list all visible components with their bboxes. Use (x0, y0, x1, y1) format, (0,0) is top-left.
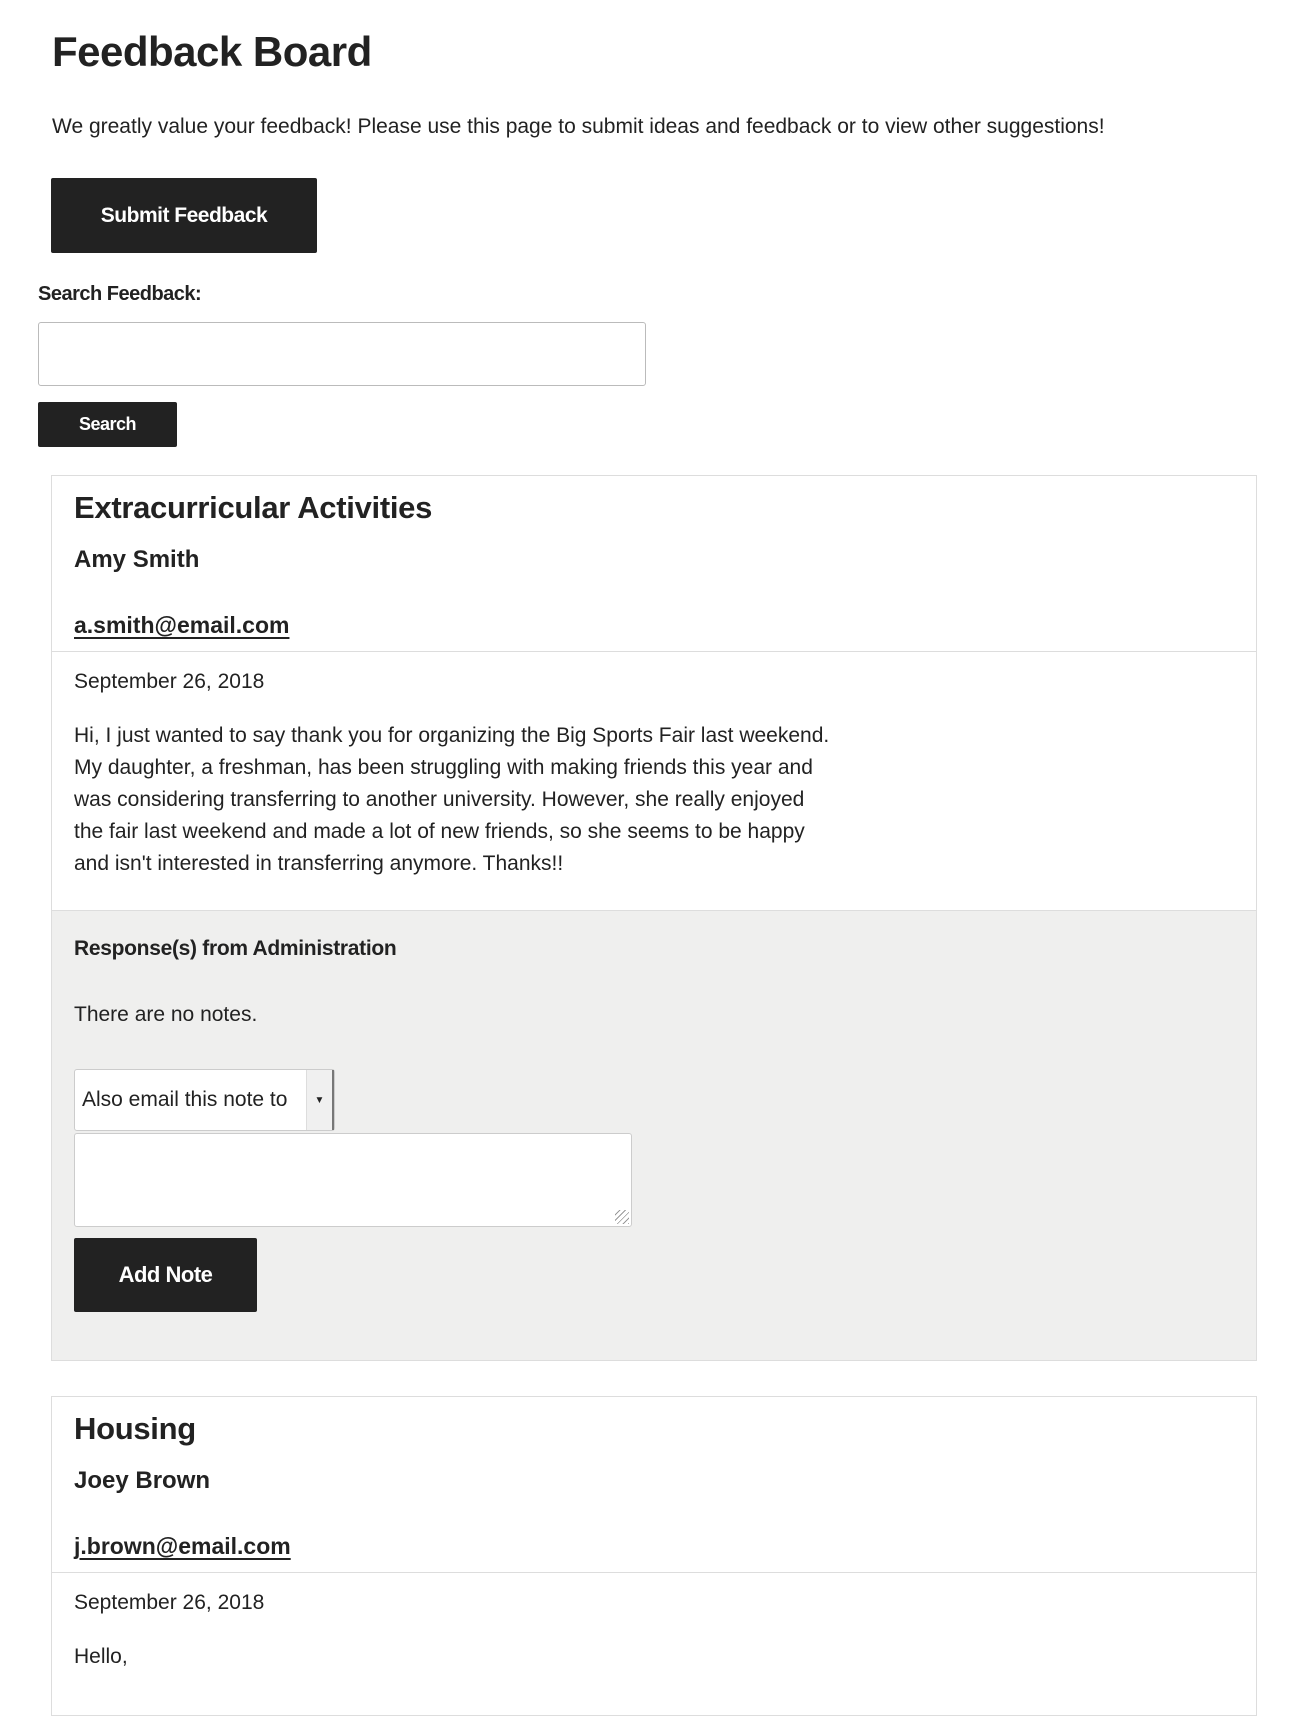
page-intro: We greatly value your feedback! Please use this page to submit ideas and feedback or to view other suggestions! (52, 115, 1105, 138)
note-textarea[interactable] (74, 1133, 632, 1227)
admin-responses (52, 910, 1256, 1360)
feedback-message: Hello, (74, 1645, 128, 1668)
add-note-button[interactable]: Add Note (74, 1238, 257, 1312)
feedback-card (51, 475, 1257, 1361)
feedback-date: September 26, 2018 (74, 670, 265, 693)
feedback-message: Hi, I just wanted to say thank you for organizing the Big Sports Fair last weekend. My daughter, a freshman, has been struggling with making friends this year and was considering transferring to another university. However, she really enjoyed the fair last weekend and made a lot of new friends, so she seems to be happy and isn't interested in transferring anymore. Thanks!! (74, 724, 830, 875)
email-note-select-value: Also email this note to (82, 1088, 288, 1111)
search-label: Search Feedback: (38, 283, 202, 305)
feedback-date: September 26, 2018 (74, 1591, 265, 1614)
author-email-link[interactable]: j.brown@email.com (74, 1533, 291, 1559)
resize-handle-icon[interactable] (615, 1210, 629, 1224)
chevron-down-icon: ▼ (306, 1070, 334, 1130)
page-title: Feedback Board (52, 28, 372, 75)
search-button[interactable]: Search (38, 402, 177, 447)
feedback-author: Amy Smith (74, 546, 200, 573)
feedback-category: Extracurricular Activities (74, 490, 433, 525)
no-notes-text: There are no notes. (74, 1003, 258, 1026)
author-email-link[interactable]: a.smith@email.com (74, 612, 290, 638)
search-input[interactable] (38, 322, 646, 386)
feedback-card (51, 1396, 1257, 1716)
feedback-author: Joey Brown (74, 1467, 211, 1494)
email-note-select[interactable] (74, 1069, 335, 1131)
responses-heading: Response(s) from Administration (74, 937, 397, 960)
submit-feedback-button[interactable]: Submit Feedback (51, 178, 317, 253)
feedback-category: Housing (74, 1411, 196, 1446)
